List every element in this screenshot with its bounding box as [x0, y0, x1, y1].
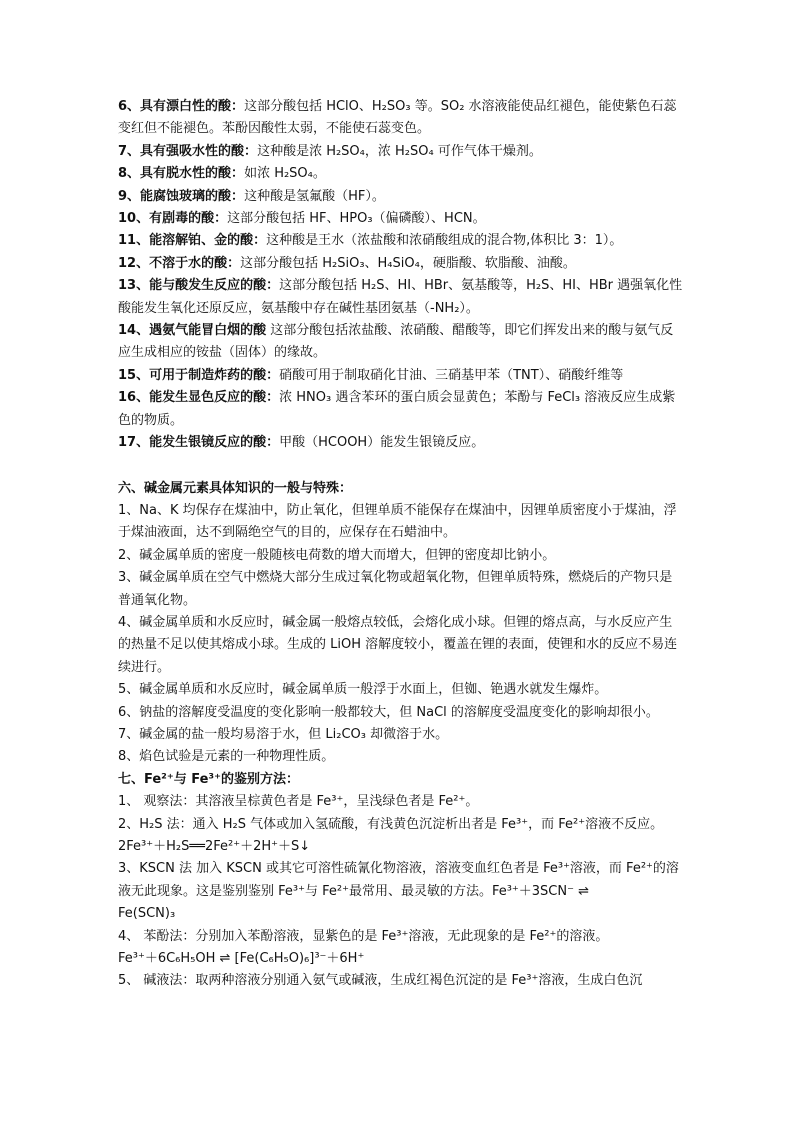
acid-item-text: 这部分酸包括 HClO、H₂SO₃ 等。SO₂ 水溶液能使品红褪色，能使紫色石蕊变红但不能褪色。苯酚因酸性太弱，不能使石蕊变色。	[118, 99, 677, 137]
section7-item: 2Fe³⁺＋H₂S══2Fe²⁺＋2H⁺＋S↓	[118, 839, 311, 854]
acid-item-text: 这部分酸包括 H₂SiO₃、H₄SiO₄，硬脂酸、软脂酸、油酸。	[240, 255, 576, 271]
section7-item: 2、H₂S 法：通入 H₂S 气体或加入氢硫酸，有浅黄色沉淀析出者是 Fe³⁺，而 Fe²⁺溶液不反应。	[118, 816, 664, 832]
acid-item-number: 10、	[118, 211, 150, 227]
section6-item: 3、碱金属单质在空气中燃烧大部分生成过氧化物或超氧化物，但锂单质特殊，燃烧后的产物只是普通氧化物。	[118, 570, 673, 608]
acid-item-heading: 能发生显色反应的酸：	[149, 390, 280, 406]
acid-item-heading: 可用于制造炸药的酸：	[149, 367, 280, 383]
acid-item	[118, 186, 684, 208]
acid-item-text: 硝酸可用于制取硝化甘油、三硝基甲苯（TNT）、硝酸纤维等	[279, 367, 624, 383]
acid-item-text: 这部分酸包括 H₂S、HI、HBr、氨基酸等，H₂S、HI、HBr 遇强氧化性酸能发生氧化还原反应，氨基酸中存在碱性基团氨基（-NH₂）。	[118, 278, 683, 316]
acid-item-text: 这种酸是浓 H₂SO₄，浓 H₂SO₄ 可作气体干燥剂。	[257, 143, 542, 159]
acid-item-number: 12、	[118, 255, 150, 271]
section6-item: 5、碱金属单质和水反应时，碱金属单质一般浮于水面上，但铷、铯遇水就发生爆炸。	[118, 682, 608, 698]
acid-item	[118, 208, 684, 230]
acid-item	[118, 432, 684, 454]
acid-item	[118, 96, 684, 141]
acid-item	[118, 387, 684, 432]
section6-item: 7、碱金属的盐一般均易溶于水，但 Li₂CO₃ 却微溶于水。	[118, 726, 449, 742]
acid-item-number: 8、	[118, 166, 141, 182]
acid-item-heading: 不溶于水的酸：	[149, 255, 241, 271]
section7-item: 4、 苯酚法：分别加入苯酚溶液，显紫色的是 Fe³⁺溶液，无此现象的是 Fe²⁺的溶液。	[118, 928, 609, 944]
section7-item: Fe³⁺＋6C₆H₅OH ⇌ [Fe(C₆H₅O)₆]³⁻＋6H⁺	[118, 951, 365, 967]
acid-item	[118, 230, 684, 252]
acid-item-heading: 有剧毒的酸：	[149, 211, 228, 227]
acid-item-number: 11、	[118, 233, 150, 249]
section-gap	[118, 455, 684, 478]
acid-item-heading: 能溶解铂、金的酸：	[149, 233, 267, 249]
section7-item: 5、 碱液法：取两种溶液分别通入氨气或碱液，生成红褐色沉淀的是 Fe³⁺溶液，生成白色沉	[118, 973, 643, 989]
acid-item-number: 9、	[118, 188, 141, 204]
section6-item: 4、碱金属单质和水反应时，碱金属一般熔点较低，会熔化成小球。但锂的熔点高，与水反应产生的热量不足以使其熔成小球。生成的 LiOH 溶解度较小，覆盖在锂的表面，使锂和水的反应不易连续进行。	[118, 614, 678, 675]
acid-item-heading: 能发生银镜反应的酸：	[149, 435, 280, 451]
section6-item: 2、碱金属单质的密度一般随核电荷数的增大而增大，但钾的密度却比钠小。	[118, 547, 556, 563]
section6-item: 1、Na、K 均保存在煤油中，防止氧化，但锂单质不能保存在煤油中，因锂单质密度小于煤油，浮于煤油液面，达不到隔绝空气的目的，应保存在石蜡油中。	[118, 502, 677, 541]
acid-item	[118, 253, 684, 275]
acid-item-heading: 具有强吸水性的酸：	[140, 143, 258, 159]
acid-item-text: 甲酸（HCOOH）能发生银镜反应。	[279, 435, 485, 451]
acid-item-number: 7、	[118, 143, 141, 159]
acid-item-text: 这种酸是氢氟酸（HF）。	[244, 188, 385, 204]
acid-item	[118, 141, 684, 163]
acid-item-heading: 具有脱水性的酸：	[140, 166, 245, 182]
acid-item-text: 这部分酸包括浓盐酸、浓硝酸、醋酸等，即它们挥发出来的酸与氨气反应生成相应的铵盐（固体）的缘故。	[118, 323, 674, 361]
acid-item-number: 6、	[118, 99, 141, 114]
acid-item	[118, 163, 684, 185]
acid-item-text: 如浓 H₂SO₄。	[244, 166, 326, 182]
section7-item: 3、KSCN 法 加入 KSCN 或其它可溶性硫氰化物溶液，溶液变血红色者是 Fe³⁺溶液，而 Fe²⁺的溶液无此现象。这是鉴别鉴别 Fe³⁺与 Fe²⁺最常用、最灵敏的方法。Fe³⁺＋3SCN⁻ ⇌	[118, 861, 679, 899]
acid-item	[118, 275, 684, 320]
acid-item-heading: 遇氨气能冒白烟的酸	[149, 323, 267, 339]
section6-list	[118, 500, 684, 769]
acid-item-number: 16、	[118, 390, 150, 406]
acid-item-heading: 能腐蚀玻璃的酸：	[140, 188, 245, 204]
section6-item: 8、焰色试验是元素的一种物理性质。	[118, 749, 335, 765]
acid-item-heading: 具有漂白性的酸：	[140, 99, 245, 114]
document-page	[118, 96, 684, 993]
section7-item: Fe(SCN)₃	[118, 906, 176, 922]
acid-item-text: 这种酸是王水（浓盐酸和浓硝酸组成的混合物,体积比 3：1）。	[266, 233, 623, 249]
section7-title: 七、Fe²⁺与 Fe³⁺的鉴别方法：	[118, 771, 299, 787]
acid-list	[118, 96, 684, 455]
acid-item-heading: 能与酸发生反应的酸：	[149, 278, 280, 294]
acid-item-text: 浓 HNO₃ 遇含苯环的蛋白质会显黄色；苯酚与 FeCl₃ 溶液反应生成紫色的物质。	[118, 390, 676, 428]
acid-item-number: 13、	[118, 278, 150, 294]
acid-item-number: 14、	[118, 323, 150, 339]
section7-item: 1、 观察法：其溶液呈棕黄色者是 Fe³⁺，呈浅绿色者是 Fe²⁺。	[118, 794, 479, 810]
acid-item-text: 这部分酸包括 HF、HPO₃（偏磷酸）、HCN。	[227, 211, 486, 227]
section6-title: 六、碱金属元素具体知识的一般与特殊：	[118, 480, 353, 496]
acid-item-number: 15、	[118, 367, 150, 383]
section7-list	[118, 791, 684, 993]
acid-item	[118, 320, 684, 365]
acid-item	[118, 365, 684, 387]
acid-item-number: 17、	[118, 435, 150, 451]
section6-item: 6、钠盐的溶解度受温度的变化影响一般都较大，但 NaCl 的溶解度受温度变化的影响却很小。	[118, 704, 659, 720]
